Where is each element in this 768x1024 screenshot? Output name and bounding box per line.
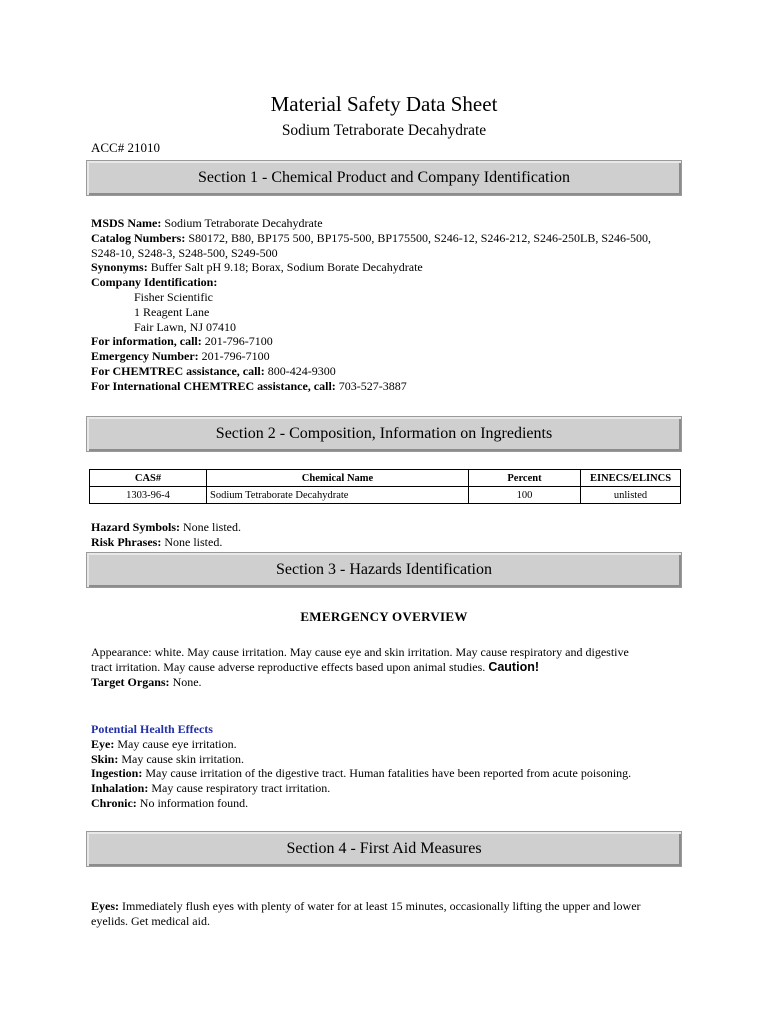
- section-4-body: [91, 899, 641, 929]
- company-identification-label: Company Identification:: [91, 275, 218, 290]
- emergency-overview-heading: EMERGENCY OVERVIEW: [300, 609, 468, 624]
- section-1-body: [91, 216, 651, 394]
- table-header-row: [90, 470, 681, 487]
- info-call-label: For information, call:: [91, 334, 202, 349]
- intl-chemtrec-label: For International CHEMTREC assistance, call:: [91, 378, 336, 393]
- section-3-header: [86, 552, 682, 588]
- emergency-number-label: Emergency Number:: [91, 349, 199, 364]
- synonyms-label: Synonyms:: [91, 260, 148, 275]
- cell-percent: 100: [469, 487, 581, 504]
- chemtrec-label: For CHEMTREC assistance, call:: [91, 363, 265, 378]
- risk-phrases-label: Risk Phrases:: [91, 534, 162, 549]
- catalog-numbers-value: S80172, B80, BP175 500, BP175-500, BP175500, S246-12, S246-212, S246-250LB, S246-500,: [185, 230, 652, 245]
- company-address-line-2: Fair Lawn, NJ 07410: [134, 319, 236, 334]
- section-2-title: Section 2 - Composition, Information on Ingredients: [215, 425, 553, 442]
- skin-label: Skin:: [91, 751, 119, 766]
- table-header-chemical-name: Chemical Name: [207, 470, 469, 487]
- section-4-title: Section 4 - First Aid Measures: [286, 840, 482, 857]
- ingestion-value: May cause irritation of the digestive tract. Human fatalities have been reported from acute poisoning.: [142, 766, 632, 781]
- hazard-symbols-label: Hazard Symbols:: [91, 520, 181, 534]
- section-2-body: [91, 520, 241, 550]
- eyes-label: Eyes:: [91, 899, 119, 913]
- appearance-line-1: Appearance: white. May cause irritation. May cause eye and skin irritation. May cause respiratory and digestive: [91, 645, 629, 659]
- eyes-value: Immediately flush eyes with plenty of water for at least 15 minutes, occasionally lifting the upper and lower: [119, 899, 641, 913]
- ingredients-table: [89, 469, 681, 504]
- synonyms-value: Buffer Salt pH 9.18; Borax, Sodium Borate Decahydrate: [147, 260, 423, 275]
- info-call-value: 201-796-7100: [201, 334, 273, 349]
- skin-value: May cause skin irritation.: [118, 751, 244, 766]
- document-subtitle: Sodium Tetraborate Decahydrate: [281, 122, 487, 139]
- catalog-numbers-value-cont: S248-10, S248-3, S248-500, S249-500: [91, 245, 278, 260]
- table-header-percent: Percent: [469, 470, 581, 487]
- table-header-cas: CAS#: [90, 470, 207, 487]
- section-1-header: [86, 160, 682, 196]
- msds-name-value: Sodium Tetraborate Decahydrate: [161, 216, 323, 230]
- intl-chemtrec-value: 703-527-3887: [335, 378, 407, 393]
- appearance-block: [91, 645, 629, 689]
- company-name: Fisher Scientific: [134, 289, 213, 304]
- acc-number: ACC# 21010: [91, 140, 160, 155]
- cell-cas: 1303-96-4: [90, 487, 207, 504]
- ingestion-label: Ingestion:: [91, 766, 143, 781]
- chronic-value: No information found.: [136, 795, 249, 810]
- document-title: Material Safety Data Sheet: [270, 92, 498, 116]
- section-4-header: [86, 831, 682, 867]
- inhalation-label: Inhalation:: [91, 781, 149, 796]
- chemtrec-value: 800-424-9300: [264, 363, 336, 378]
- table-header-einecs: EINECS/ELINCS: [581, 470, 681, 487]
- eyes-value-cont: eyelids. Get medical aid.: [91, 913, 210, 928]
- chronic-label: Chronic:: [91, 795, 137, 810]
- risk-phrases-value: None listed.: [161, 534, 223, 549]
- hazard-symbols-value: None listed.: [180, 520, 242, 534]
- emergency-number-value: 201-796-7100: [198, 349, 270, 364]
- catalog-numbers-label: Catalog Numbers:: [91, 230, 186, 245]
- inhalation-value: May cause respiratory tract irritation.: [148, 781, 331, 796]
- msds-name-label: MSDS Name:: [91, 216, 162, 230]
- cell-einecs: unlisted: [581, 487, 681, 504]
- cell-chemical-name: Sodium Tetraborate Decahydrate: [207, 487, 469, 504]
- section-3-title: Section 3 - Hazards Identification: [276, 561, 492, 578]
- section-2-header: [86, 416, 682, 452]
- company-address-line-1: 1 Reagent Lane: [134, 304, 210, 319]
- eye-label: Eye:: [91, 736, 115, 751]
- table-row: [90, 487, 681, 504]
- caution-label: Caution!: [488, 659, 539, 674]
- health-effects-block: [91, 722, 631, 811]
- target-organs-value: None.: [169, 674, 202, 689]
- section-1-title: Section 1 - Chemical Product and Company Identification: [198, 169, 570, 186]
- target-organs-label: Target Organs:: [91, 674, 170, 689]
- appearance-line-2: tract irritation. May cause adverse reproductive effects based upon animal studies.: [91, 659, 489, 674]
- eye-value: May cause eye irritation.: [114, 736, 237, 751]
- potential-health-effects-heading: Potential Health Effects: [91, 722, 213, 736]
